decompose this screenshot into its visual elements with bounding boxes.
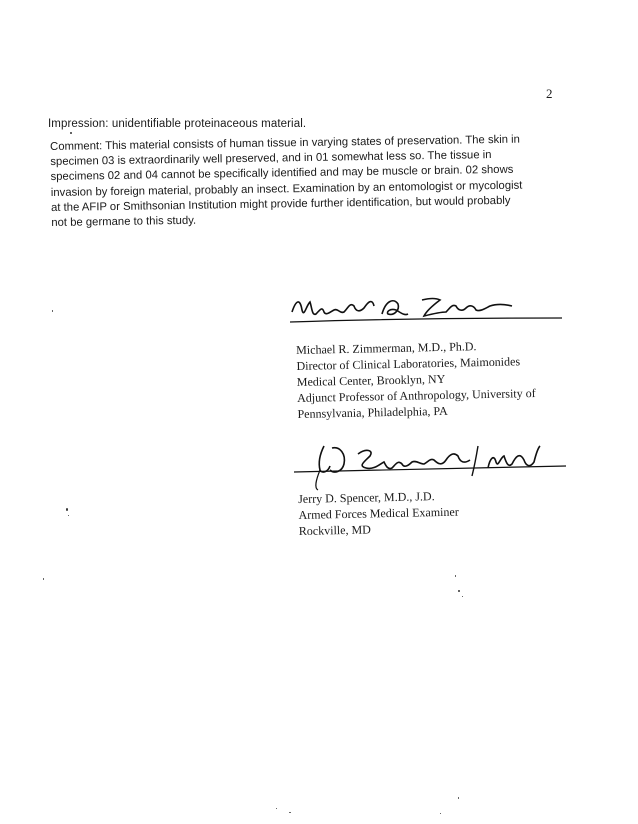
signatory-block-zimmerman <box>296 337 536 422</box>
comment-line: at the AFIP or Smithsonian Institution might provide further identification, but would probably <box>50 194 511 214</box>
comment-line: invasion by foreign material, probably an insect. Examination by an entomologist or mycologist <box>50 179 523 199</box>
signatory-line: Jerry D. Spencer, M.D., J.D. <box>298 489 435 506</box>
scan-speck <box>52 310 53 312</box>
page-number: 2 <box>546 86 553 101</box>
scan-speck <box>276 808 277 809</box>
signatory-line: Adjunct Professor of Anthropology, University of <box>297 385 536 405</box>
scan-speck <box>440 813 441 814</box>
signatory-block-spencer <box>298 488 459 539</box>
signatory-line: Rockville, MD <box>298 522 371 538</box>
signatory-line: Medical Center, Brooklyn, NY <box>296 371 446 389</box>
scan-speck <box>70 132 72 134</box>
impression-text: Impression: unidentifiable proteinaceous material. <box>48 118 307 130</box>
comment-line: specimen 03 is extraordinarily well preserved, and in 01 somewhat less so. The tissue in <box>50 149 492 169</box>
scan-speck <box>68 515 69 516</box>
scan-speck <box>458 590 460 592</box>
comment-line: specimens 02 and 04 cannot be specifically identified and may be muscle or brain. 02 shows <box>50 164 514 184</box>
scan-speck <box>289 812 291 813</box>
signatory-line: Michael R. Zimmerman, M.D., Ph.D. <box>296 339 477 357</box>
comment-line: not be germane to this study. <box>51 214 197 230</box>
comment-line: Comment: This material consists of human tissue in varying states of preservation. The skin in <box>50 133 521 153</box>
signature-zimmerman <box>290 290 570 330</box>
comment-paragraph <box>50 132 561 231</box>
scan-speck <box>462 596 463 597</box>
signatory-line: Armed Forces Medical Examiner <box>298 504 459 522</box>
signature-spencer <box>294 440 574 495</box>
scan-speck <box>66 508 68 511</box>
signatory-line: Director of Clinical Laboratories, Maimonides <box>296 354 521 373</box>
scan-speck <box>458 797 459 799</box>
signatory-line: Pennsylvania, Philadelphia, PA <box>297 403 448 421</box>
scan-speck <box>43 578 44 580</box>
scan-speck <box>455 575 456 577</box>
